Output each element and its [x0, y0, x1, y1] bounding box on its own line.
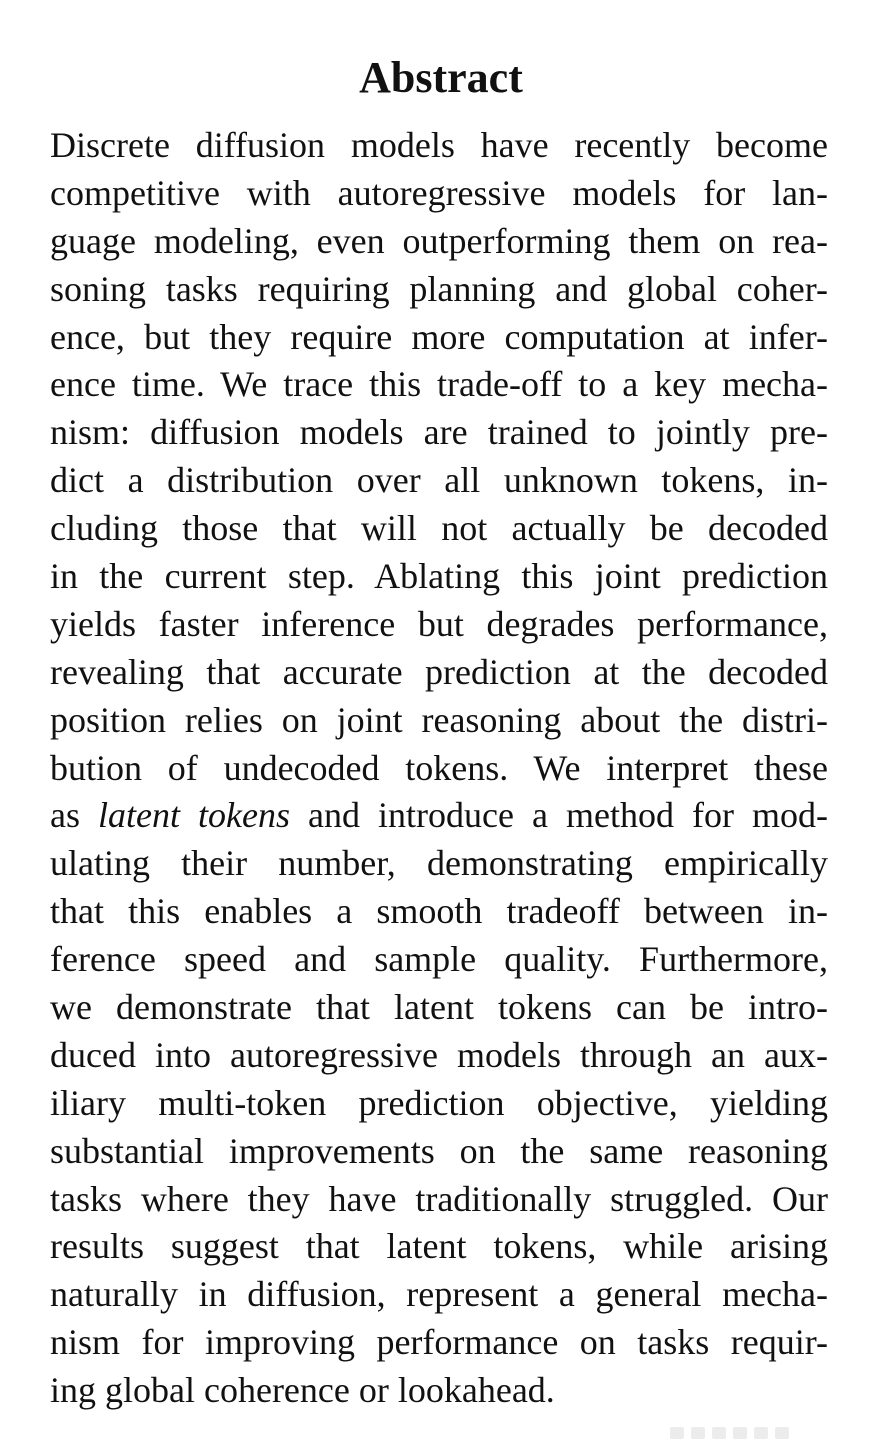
abstract-line — [50, 1080, 828, 1128]
abstract-line — [50, 1176, 828, 1224]
abstract-line — [50, 792, 828, 840]
abstract-text: we demonstrate that latent tokens can be intro- — [50, 987, 828, 1028]
abstract-line — [50, 457, 828, 505]
abstract-text: revealing that accurate prediction at the decoded — [50, 651, 828, 692]
abstract-line — [50, 361, 828, 409]
abstract-text: as — [50, 795, 99, 836]
abstract-text: duced into autoregressive models through an aux- — [50, 1034, 828, 1075]
abstract-line — [50, 936, 828, 984]
abstract-text: dict a distribution over all unknown tokens, in- — [50, 460, 828, 501]
watermark-mark — [691, 1427, 705, 1439]
abstract-line — [50, 601, 828, 649]
emphasized-term: latent tokens — [98, 795, 290, 836]
abstract-text: competitive with autoregressive models for lan- — [50, 172, 828, 213]
abstract-line — [50, 1128, 828, 1176]
abstract-text: ing global coherence or lookahead. — [50, 1370, 555, 1411]
abstract-text: and introduce a method for mod- — [290, 795, 828, 836]
abstract-line — [50, 1032, 828, 1080]
abstract-line — [50, 1223, 828, 1271]
abstract-text: substantial improvements on the same reasoning — [50, 1130, 828, 1171]
watermark-mark — [775, 1427, 789, 1439]
abstract-text: bution of undecoded tokens. We interpret these — [50, 747, 828, 788]
watermark-mark — [733, 1427, 747, 1439]
abstract-text: Discrete diffusion models have recently become — [50, 125, 828, 165]
abstract-text: ference speed and sample quality. Furthermore, — [50, 939, 828, 980]
abstract-line — [50, 649, 828, 697]
abstract-heading: Abstract — [359, 53, 523, 102]
abstract-line — [50, 1319, 828, 1367]
watermark-mark — [670, 1427, 684, 1439]
abstract-line — [50, 266, 828, 314]
watermark-logo — [670, 1426, 820, 1440]
abstract-line — [50, 122, 828, 170]
abstract-body — [50, 122, 828, 1415]
abstract-line — [50, 170, 828, 218]
abstract-text: ence time. We trace this trade-off to a key mecha- — [50, 364, 828, 405]
abstract-line — [50, 984, 828, 1032]
abstract-text: nism for improving performance on tasks requir- — [50, 1322, 828, 1363]
abstract-text: nism: diffusion models are trained to jointly pre- — [50, 412, 828, 453]
abstract-text: soning tasks requiring planning and global coher- — [50, 268, 828, 309]
abstract-line — [50, 505, 828, 553]
abstract-line — [50, 840, 828, 888]
abstract-text: tasks where they have traditionally struggled. Our — [50, 1178, 828, 1219]
abstract-text: in the current step. Ablating this joint prediction — [50, 556, 828, 597]
abstract-text: naturally in diffusion, represent a general mecha- — [50, 1274, 828, 1315]
watermark-mark — [754, 1427, 768, 1439]
abstract-text: cluding those that will not actually be decoded — [50, 508, 828, 549]
abstract-line — [50, 697, 828, 745]
abstract-line — [50, 1271, 828, 1319]
abstract-text: results suggest that latent tokens, while arising — [50, 1226, 828, 1267]
abstract-line — [50, 1367, 828, 1415]
abstract-line — [50, 218, 828, 266]
watermark-mark — [712, 1427, 726, 1439]
abstract-text: ence, but they require more computation at infer- — [50, 316, 828, 357]
abstract-line — [50, 314, 828, 362]
abstract-text: guage modeling, even outperforming them on rea- — [50, 220, 828, 261]
abstract-text: ulating their number, demonstrating empirically — [50, 843, 828, 884]
abstract-text: position relies on joint reasoning about the distri- — [50, 699, 828, 740]
abstract-text: that this enables a smooth tradeoff between in- — [50, 891, 828, 932]
abstract-line — [50, 888, 828, 936]
abstract-line — [50, 409, 828, 457]
abstract-text: iliary multi-token prediction objective, yielding — [50, 1082, 828, 1123]
abstract-text: yields faster inference but degrades performance, — [50, 603, 828, 644]
abstract-line — [50, 745, 828, 793]
abstract-line — [50, 553, 828, 601]
